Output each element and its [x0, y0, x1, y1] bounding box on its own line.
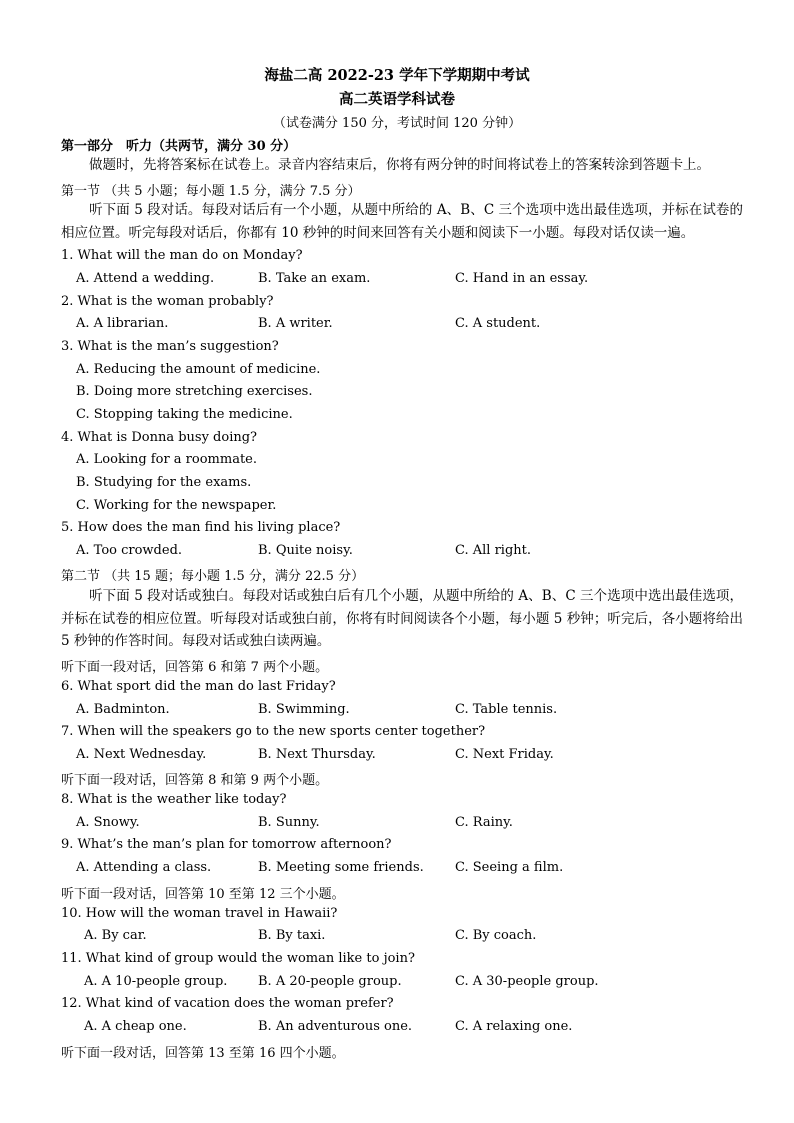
question-6: 6. What sport did the man do last Friday?: [61, 679, 336, 694]
exam-title: 海盐二高 2022-23 学年下学期期中考试: [264, 67, 530, 84]
question-8: 8. What is the weather like today?: [61, 792, 287, 807]
option-11b: B. A 20-people group.: [258, 974, 402, 989]
option-1b: B. Take an exam.: [258, 271, 371, 286]
option-8c: C. Rainy.: [455, 815, 513, 830]
option-9b: B. Meeting some friends.: [258, 860, 424, 875]
option-3b: B. Doing more stretching exercises.: [76, 384, 313, 399]
cue-8-9: 听下面一段对话，回答第 8 和第 9 两个小题。: [61, 773, 329, 788]
option-6a: A. Badminton.: [76, 702, 170, 717]
section2-heading: 第二节 （共 15 题；每小题 1.5 分，满分 22.5 分）: [61, 569, 365, 584]
question-3: 3. What is the man’s suggestion?: [61, 339, 279, 354]
option-4b: B. Studying for the exams.: [76, 475, 252, 490]
question-10: 10. How will the woman travel in Hawaii?: [61, 906, 338, 921]
option-10b: B. By taxi.: [258, 928, 326, 943]
option-11a: A. A 10-people group.: [84, 974, 228, 989]
option-5c: C. All right.: [455, 543, 532, 558]
option-3c: C. Stopping taking the medicine.: [76, 407, 293, 422]
option-8b: B. Sunny.: [258, 815, 320, 830]
question-5: 5. How does the man find his living place?: [61, 520, 341, 535]
option-2c: C. A student.: [455, 316, 541, 331]
option-5a: A. Too crowded.: [76, 543, 183, 558]
option-10c: C. By coach.: [455, 928, 537, 943]
question-4: 4. What is Donna busy doing?: [61, 430, 258, 445]
option-9a: A. Attending a class.: [76, 860, 212, 875]
option-1a: A. Attend a wedding.: [76, 271, 215, 286]
option-2b: B. A writer.: [258, 316, 333, 331]
option-8a: A. Snowy.: [76, 815, 140, 830]
option-6c: C. Table tennis.: [455, 702, 558, 717]
option-10a: A. By car.: [84, 928, 147, 943]
question-12: 12. What kind of vacation does the woman prefer?: [61, 996, 394, 1011]
exam-subtitle: 高二英语学科试卷: [339, 91, 455, 108]
option-7b: B. Next Thursday.: [258, 747, 376, 762]
option-7c: C. Next Friday.: [455, 747, 554, 762]
cue-13-16: 听下面一段对话，回答第 13 至第 16 四个小题。: [61, 1046, 345, 1061]
cue-10-12: 听下面一段对话，回答第 10 至第 12 三个小题。: [61, 887, 345, 902]
option-4c: C. Working for the newspaper.: [76, 498, 277, 513]
option-12a: A. A cheap one.: [84, 1019, 187, 1034]
question-9: 9. What’s the man’s plan for tomorrow afternoon?: [61, 837, 392, 852]
option-6b: B. Swimming.: [258, 702, 350, 717]
option-2a: A. A librarian.: [76, 316, 169, 331]
option-12c: C. A relaxing one.: [455, 1019, 573, 1034]
section2-instruction: 听下面 5 段对话或独白。每段对话或独白后有几个小题，从题中所给的 A、B、C 三个选项中选出最佳选项，并标在试卷的相应位置。听每段对话或独白前，你将有时间阅读各个小题，每小题 5 秒钟；听完后，各小题将给出 5 秒钟的作答时间。每段对话或独白读两遍。: [61, 588, 743, 650]
option-5b: B. Quite noisy.: [258, 543, 353, 558]
option-1c: C. Hand in an essay.: [455, 271, 589, 286]
question-2: 2. What is the woman probably?: [61, 294, 274, 309]
cue-6-7: 听下面一段对话，回答第 6 和第 7 两个小题。: [61, 660, 329, 675]
option-3a: A. Reducing the amount of medicine.: [76, 362, 321, 377]
question-11: 11. What kind of group would the woman like to join?: [61, 951, 415, 966]
section1-heading: 第一节 （共 5 小题；每小题 1.5 分，满分 7.5 分）: [61, 184, 361, 199]
option-7a: A. Next Wednesday.: [76, 747, 207, 762]
part1-instruction: 做题时，先将答案标在试卷上。录音内容结束后，你将有两分钟的时间将试卷上的答案转涂到答题卡上。: [89, 157, 710, 173]
option-9c: C. Seeing a film.: [455, 860, 564, 875]
option-11c: C. A 30-people group.: [455, 974, 599, 989]
exam-note: （试卷满分 150 分，考试时间 120 分钟）: [272, 116, 522, 131]
question-7: 7. When will the speakers go to the new sports center together?: [61, 724, 486, 739]
option-12b: B. An adventurous one.: [258, 1019, 413, 1034]
section1-instruction: 听下面 5 段对话。每段对话后有一个小题，从题中所给的 A、B、C 三个选项中选出最佳选项，并标在试卷的相应位置。听完每段对话后，你都有 10 秒钟的时间来回答有关小题和阅读下一小题。每段对话仅读一遍。: [61, 202, 743, 241]
question-1: 1. What will the man do on Monday?: [61, 248, 303, 263]
part1-heading: 第一部分 听力（共两节，满分 30 分）: [61, 139, 297, 154]
option-4a: A. Looking for a roommate.: [76, 452, 257, 467]
